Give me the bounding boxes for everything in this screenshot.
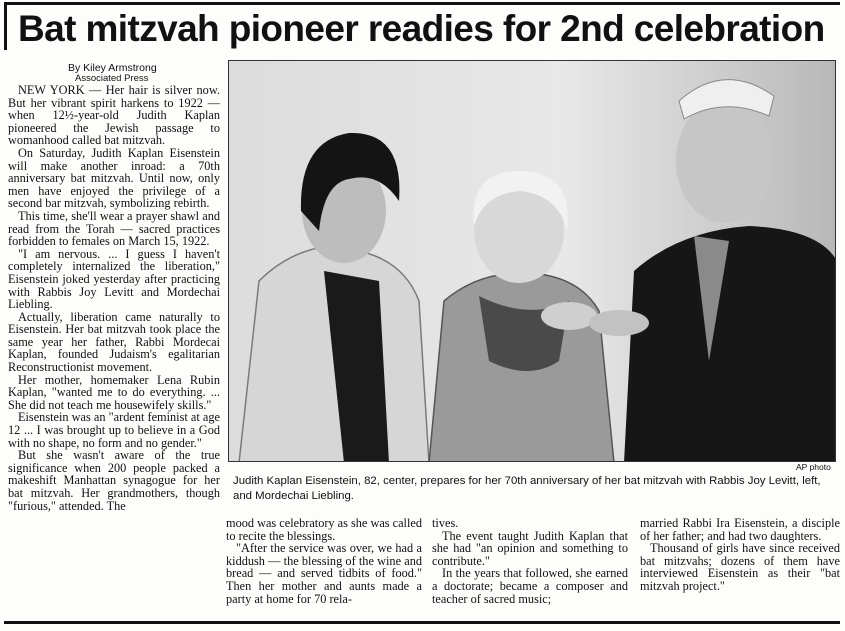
paragraph: "After the service was over, we had a kiddush — the blessing of the wine and bread — and served tidbits of food." Then her mother and aunts made a party at home for 70 rela-: [226, 541, 422, 606]
paragraph: In the years that followed, she earned a doctorate; became a composer and teacher of sacred music;: [432, 566, 628, 606]
article-column-2: [226, 517, 422, 605]
news-photo: [228, 60, 836, 462]
paragraph: Thousand of girls have since received bat mitzvahs; dozens of them have interviewed Eisenstein as their "bat mitzvah project.": [640, 541, 840, 593]
article-column-3: [432, 517, 628, 605]
paragraph: Her mother, homemaker Lena Rubin Kaplan, "wanted me to do everything. ... She did not teach me housewifely skills.": [8, 372, 220, 412]
paragraph: mood was celebratory as she was called to recite the blessings.: [226, 516, 422, 543]
paragraph: NEW YORK — Her hair is silver now. But her vibrant spirit harkens to 1922 — when 12½-year-old Judith Kaplan pioneered the Jewish passage to womanhood called bat mitzvah.: [8, 83, 220, 148]
photo-credit: AP photo: [796, 462, 831, 472]
paragraph: married Rabbi Ira Eisenstein, a disciple of her father; and had two daughters.: [640, 516, 840, 543]
byline-author: By Kiley Armstrong: [68, 62, 157, 74]
paragraph: Actually, liberation came naturally to Eisenstein. Her bat mitzvah took place the same year her father, Rabbi Mordecai Kaplan, founded Judaism's egalitarian Reconstructionist movement.: [8, 309, 220, 375]
article-column-1: [8, 84, 220, 512]
photo-illustration: [229, 61, 836, 462]
paragraph: But she wasn't aware of the true significance when 200 people packed a makeshift Manhattan synagogue for her bat mitzvah. Her grandmothers, though "furious," attended. The: [8, 448, 220, 513]
paragraph: On Saturday, Judith Kaplan Eisenstein will make another inroad: a 70th anniversary bat mitzvah. Until now, only men have enjoyed the privilege of a second bar mitzvah, symbolizing rebirth.: [8, 145, 220, 211]
article-column-4: [640, 517, 840, 593]
bottom-rule: [4, 621, 840, 624]
byline-agency: Associated Press: [75, 73, 149, 84]
paragraph: This time, she'll wear a prayer shawl and read from the Torah — sacred practices forbidden to females on March 15, 1922.: [8, 208, 220, 249]
paragraph: Eisenstein was an "ardent feminist at age 12 ... I was brought up to believe in a God with no shape, no form and no gender.": [8, 410, 220, 450]
photo-caption: Judith Kaplan Eisenstein, 82, center, prepares for her 70th anniversary of her bat mitzvah with Rabbis Joy Levitt, left, and Mordechai Liebling.: [233, 475, 821, 502]
paragraph: tives.: [432, 516, 459, 530]
headline: Bat mitzvah pioneer readies for 2nd celebration: [18, 8, 825, 49]
top-rule: [4, 2, 840, 5]
paragraph: The event taught Judith Kaplan that she had "an opinion and something to contribute.": [432, 528, 628, 568]
paragraph: "I am nervous. ... I guess I haven't completely internalized the liberation," Eisenstein joked yesterday after practicing with Rabbis Joy Levitt and Mordechai Liebling.: [8, 246, 220, 312]
headline-side-rule: [4, 2, 7, 50]
